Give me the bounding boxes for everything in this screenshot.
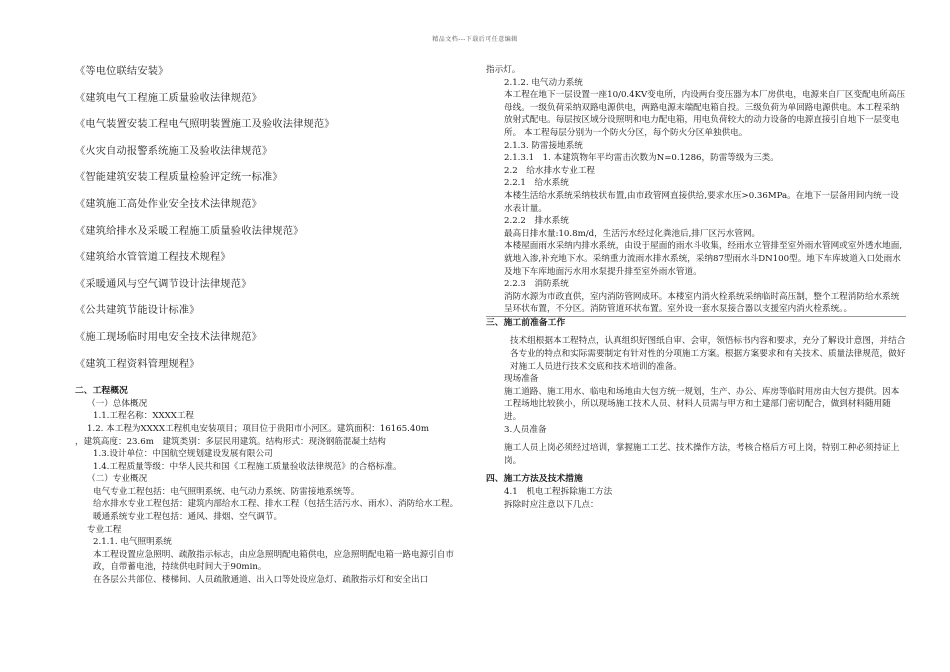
water-scope: 给水排水专业工程包括：建筑内部给水工程、排水工程（包括生活污水、雨水）、消防给水工程。 xyxy=(93,499,459,510)
spec-item: 《建筑给排水及采暖工程施工质量验收法律规范》 xyxy=(75,225,304,237)
section-3-title: 三、施工前准备工作 xyxy=(486,317,566,328)
power-system-paragraph: 本工程在地下一层设置一座10/0.4KV变电所，内设两台变压器为本厂房供电，电源来自厂区变配电所高压母线。一级负荷采纳双路电源供电，两路电源末端配电箱自投。三级负荷为单回路电源供电。本工程采纳放射式配电。每层按区域分设照明和电力配电箱，用电负荷较大的动力设备的电源直接引自地下一层变电所。 本工程每层分别为一个防火分区，每个防火分区单独供电。 xyxy=(504,90,906,138)
lighting-paragraph: 本工程设置应急照明、疏散指示标志，由应急照明配电箱供电，应急照明配电箱一路电源引自市政，自带蓄电池，持续供电时间大于90min。 xyxy=(93,549,454,573)
electrical-scope: 电气专业工程包括：电气照明系统、电气动力系统、防雷接地系统等。 xyxy=(93,486,360,497)
project-location: 1.2. 本工程为XXXX工程机电安装项目；项目位于贵阳市小河区。建筑面积：16165.40m xyxy=(87,423,429,434)
section-2-1-1-heading: 2.1.1. 电气照明系统 xyxy=(93,537,172,548)
spec-item: 《建筑施工高处作业安全技术法律规范》 xyxy=(75,198,262,210)
spec-item: 《等电位联结安装》 xyxy=(75,66,169,77)
demolition-notes: 拆除时应注意以下几点： xyxy=(504,499,599,510)
tech-prep-paragraph: 技术组根据本工程特点，认真组织好图纸自审、会审，领悟标书内容和要求，充分了解设计意图，并结合各专业的特点和实际需要制定有针对性的分项施工方案。根据方案要求和有关技术、质量法律规范，做好对施工人员进行技术交底和技术培训的准备。 xyxy=(510,336,906,372)
special-project-heading: 专业工程 xyxy=(87,524,122,535)
spec-item: 《火灾自动报警系统施工及验收法律规范》 xyxy=(75,145,273,157)
emergency-light-paragraph: 在各层公共部位、楼梯间、人员疏散通道、出入口等处设应急灯、疏散指示灯和安全出口 xyxy=(93,575,429,586)
personnel-prep-heading: 3.人员准备 xyxy=(504,424,547,435)
spec-item: 《建筑工程资料管理规程》 xyxy=(75,358,200,370)
water-supply-paragraph: 本楼生活给水系统采纳枝状布置,由市政管网直接供给,要求水压>0.36MPa。在地下一层备用间内统一设水表计量。 xyxy=(504,190,899,214)
design-unit: 1.3.设计单位：中国航空规划建设发展有限公司 xyxy=(93,449,273,460)
spec-item: 《施工现场临时用电安全技术法律规范》 xyxy=(75,331,262,343)
hvac-scope: 暖通系统专业工程包括：通风、排烟、空气调节。 xyxy=(93,512,283,523)
site-prep-heading: 现场准备 xyxy=(504,374,539,385)
spec-item: 《电气装置安装工程电气照明装置施工及验收法律规范》 xyxy=(75,119,335,131)
personnel-prep-paragraph: 施工人员上岗必须经过培训，掌握施工工艺、技术操作方法，考核合格后方可上岗，特别工种必须持证上岗。 xyxy=(504,443,900,466)
overview-heading: （一）总体概况 xyxy=(87,398,148,409)
lightning-paragraph: 2.1.3.1 1. 本建筑物年平均雷击次数为N=0.1286，防雷等级为三类。 xyxy=(504,153,779,164)
rainwater-paragraph: 本楼屋面雨水采纳内排水系统，由设于屋面的雨水斗收集，经雨水立管排至室外雨水管网或室外透水地面,就地入渗,补充地下水。采纳重力流雨水排水系统，采纳87型雨水斗DN100型。地下车库坡道入口处雨水及地下车库地面污水用水泵提升排至室外雨水管道。 xyxy=(504,241,903,277)
spec-item: 《公共建筑节能设计标准》 xyxy=(75,305,200,317)
spec-item: 《采暖通风与空气调节设计法律规范》 xyxy=(75,278,252,290)
section-2-2-1-heading: 2.2.1 给水系统 xyxy=(504,178,569,189)
project-name: 1.1.工程名称：XXXX工程 xyxy=(93,411,195,422)
drainage-volume-paragraph: 最高日排水量:10.8m/d，生活污水经过化粪池后,排厂区污水管网。 xyxy=(504,228,761,239)
section-2-2-heading: 2.2 给水排水专业工程 xyxy=(504,165,596,176)
spec-item: 《建筑给水管管道工程技术规程》 xyxy=(75,252,231,264)
continued-text: 指示灯。 xyxy=(486,65,521,75)
section-2-title: 二、工程概况 xyxy=(75,386,128,397)
site-prep-paragraph: 施工道路、施工用水、临电和场地由大包方统一规划，生产、办公、库房等临时用房由大包方提供。因本工程场地比较狭小，所以现场施工技术人员、材料人员需与甲方和土建部门密切配合，做到材料随用随进。 xyxy=(504,386,900,423)
section-4-title: 四、施工方法及技术措施 xyxy=(486,474,583,485)
quality-level: 1.4.工程质量等级：中华人民共和国《工程施工质量验收法律规范》的合格标准。 xyxy=(93,461,402,472)
spec-list xyxy=(75,64,470,383)
page-header: 精品文档---下载后可任意编辑 xyxy=(432,36,518,43)
left-column xyxy=(75,64,470,587)
section-4-1-heading: 4.1 机电工程拆除施工方法 xyxy=(504,487,613,497)
section-2-2-2-heading: 2.2.2 排水系统 xyxy=(504,216,569,227)
right-column xyxy=(486,64,906,511)
fire-system-paragraph: 消防水源为市政直供，室内消防管网成环。本楼室内消火栓系统采纳临时高压制，整个工程消防给水系统呈环状布置，不分区。消防管道环状布置。室外设一套水泵接合器以支援室内消火栓系统。。 xyxy=(486,291,906,317)
spec-item: 《智能建筑安装工程质量检验评定统一标准》 xyxy=(75,172,283,184)
project-structure: ，建筑高度：23.6m 建筑类别：多层民用建筑。结构形式：现浇钢筋混凝土结构 xyxy=(75,436,386,447)
professional-overview-heading: （二）专业概况 xyxy=(87,474,148,485)
section-2-1-3-heading: 2.1.3. 防雷接地系统 xyxy=(504,140,583,151)
section-2-1-2-heading: 2.1.2. 电气动力系统 xyxy=(504,77,583,88)
section-2-2-3-heading: 2.2.3 消防系统 xyxy=(504,279,569,290)
spec-item: 《建筑电气工程施工质量验收法律规范》 xyxy=(75,92,262,104)
